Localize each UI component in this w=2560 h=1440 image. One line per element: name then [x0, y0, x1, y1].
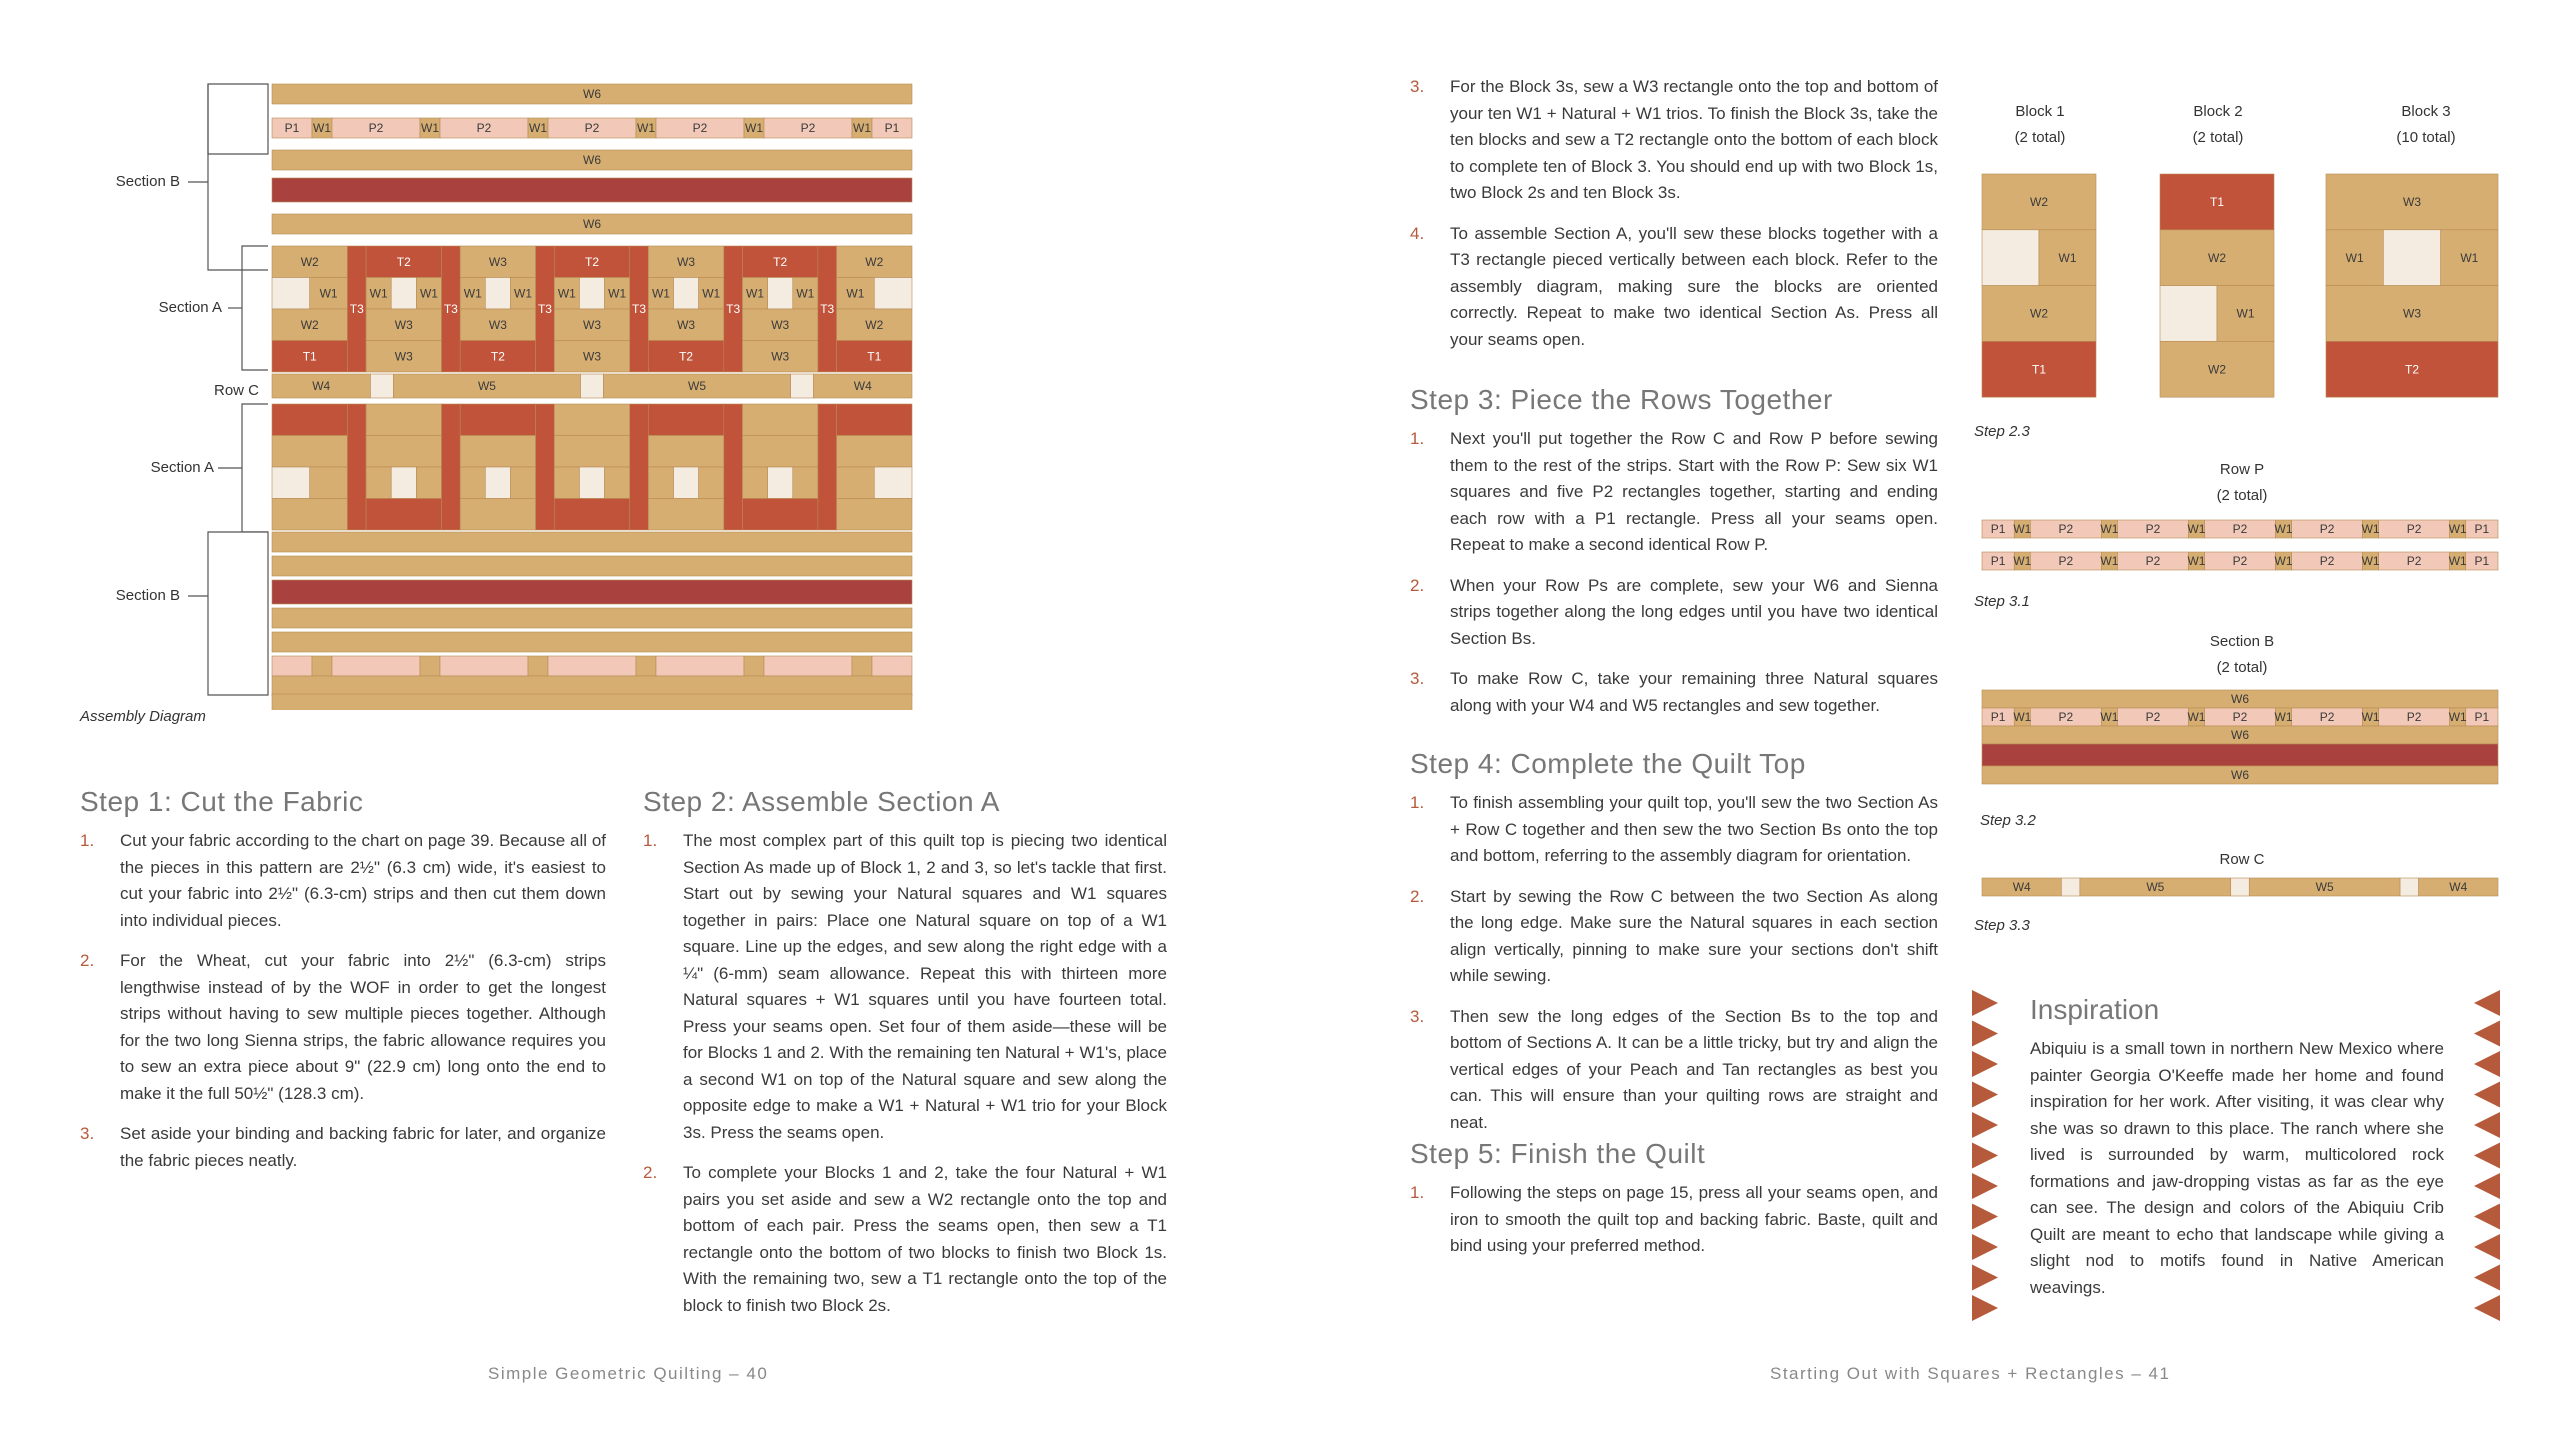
piece-label: W5 [477, 379, 496, 393]
step2-cont-list [1410, 74, 1938, 353]
triangle-motif [2474, 1265, 2500, 1291]
piece-label: W3 [583, 317, 601, 332]
label-section-b-bottom: Section B [115, 587, 180, 604]
step3-list [1410, 426, 1938, 719]
step2-heading: Step 2: Assemble Section A [643, 786, 1000, 817]
triangle-motif [2474, 1234, 2500, 1260]
triangle-motif [1972, 1173, 1998, 1199]
piece-label: P2 [2232, 522, 2248, 536]
piece-label: W4 [2449, 880, 2468, 894]
piece-label: W6 [2231, 692, 2249, 706]
piece-label: W3 [771, 349, 790, 364]
list-item: 1. Cut your fabric according to the chart on page 39. Because all of the pieces in this pattern are 2½" (6.3 cm) wide, it's easiest to cut your fabric into 2½" (6.3-cm) strips and then cut them down into individual pieces. [80, 831, 606, 930]
step31-caption: Step 3.1 [1974, 593, 2030, 610]
triangle-motif [1972, 1265, 1998, 1291]
piece-label: W1 [514, 286, 533, 301]
row-p-piece [872, 656, 912, 676]
piece-label: W4 [2012, 880, 2031, 894]
left-footer: Simple Geometric Quilting – 40 [488, 1364, 769, 1383]
piece-label: W3 [583, 349, 601, 364]
piece-label: W1 [463, 286, 482, 301]
piece-label: W3 [488, 317, 507, 332]
strip-piece [272, 532, 912, 552]
piece-label: W1 [2361, 710, 2380, 724]
row-c-piece [791, 374, 814, 398]
piece-label: P2 [2145, 710, 2161, 724]
piece-label: W1 [637, 121, 655, 135]
piece-label: W2 [300, 317, 319, 332]
block-piece [648, 404, 723, 436]
step4-heading: Step 4: Complete the Quilt Top [1410, 748, 1806, 779]
triangle-motif [1972, 1082, 1998, 1108]
piece-label: P1 [1990, 522, 2006, 536]
piece-label: W1 [419, 286, 438, 301]
block-piece [648, 499, 723, 531]
step-figures [1960, 90, 2520, 960]
row-c-piece [2231, 878, 2250, 896]
piece-label: W2 [2208, 362, 2226, 377]
piece-label: P2 [2232, 710, 2248, 724]
piece-label: W1 [2100, 522, 2119, 536]
list-item: 1. To finish assembling your quilt top, you'll sew the two Section As + Row C together and then sew the two Section Bs onto the top and bottom, referring to the assembly diagram for orientation. [1410, 793, 1938, 865]
piece-label: W1 [651, 286, 670, 301]
row-p-piece [312, 656, 332, 676]
block-piece [460, 467, 485, 499]
piece-label: W1 [608, 286, 627, 301]
piece-label: W1 [2274, 554, 2293, 568]
block-piece [554, 404, 629, 436]
step2-list [643, 828, 1167, 1319]
piece-label: W1 [2361, 522, 2380, 536]
piece-label: W3 [488, 254, 507, 269]
block-piece [605, 467, 630, 499]
list-item: 3. Then sew the long edges of the Section Bs to the top and bottom of Sections A. It can be a little tricky, but try and align the vertical edges of your Peach and Tan rectangles as best you can. This will ensure than your quilting rows are straight and neat. [1410, 1006, 1938, 1132]
piece-label: T2 [679, 349, 694, 364]
piece-label: W4 [853, 379, 872, 393]
list-item: 3. Set aside your binding and backing fabric for later, and organize the fabric pieces neatly. [80, 1124, 606, 1170]
block-piece [310, 467, 348, 499]
piece-label: T1 [2031, 362, 2047, 377]
block-piece [366, 467, 391, 499]
rowc-title: Row C [2219, 851, 2265, 868]
piece-label: W1 [2100, 554, 2119, 568]
piece-label: W1 [2448, 710, 2467, 724]
strip-piece [272, 556, 912, 576]
piece-label: T2 [773, 254, 788, 269]
piece-label: P2 [800, 121, 816, 135]
piece-label: W6 [583, 153, 601, 167]
piece-label: W2 [865, 317, 884, 332]
piece-label: W1 [319, 286, 338, 301]
piece-label: W5 [2146, 880, 2165, 894]
list-item: 2. When your Row Ps are complete, sew your W6 and Sienna strips together along the long edges until you have two identical Section Bs. [1410, 575, 1938, 648]
row-p-piece [744, 656, 764, 676]
triangle-motif [2474, 1112, 2500, 1138]
block-piece [742, 404, 817, 436]
step4-list [1410, 790, 1938, 1136]
piece-label: W1 [529, 121, 547, 135]
natural-square [768, 278, 793, 310]
block-piece [554, 499, 629, 531]
triangle-motif [2474, 1021, 2500, 1047]
piece-label: P2 [2319, 522, 2335, 536]
block-piece [272, 467, 310, 499]
block-piece [460, 404, 535, 436]
step1-heading: Step 1: Cut the Fabric [80, 786, 364, 817]
sienna-strip [272, 580, 912, 604]
label-row-c: Row C [213, 382, 259, 399]
label-section-a-bottom: Section A [150, 459, 214, 476]
triangle-motif [1972, 1295, 1998, 1321]
list-item: 3. To make Row C, take your remaining three Natural squares along with your W4 and W5 rectangles and sew together. [1410, 669, 1938, 715]
strip-piece [272, 608, 912, 628]
triangle-motif [2474, 1051, 2500, 1077]
list-item: 2. Start by sewing the Row C between the two Section As along the long edge. Make sure the Natural squares in each section align vertically, pinning to make sure your sections don't shift while sewing. [1410, 886, 1938, 985]
list-item: 2. To complete your Blocks 1 and 2, take the four Natural + W1 pairs you set aside and sew a W2 rectangle onto the top and bottom of each pair. Press the seams open, then sew a T1 rectangle onto the bottom of two blocks to finish two Block 1s. With the remaining two, sew a T1 rectangle onto the top of the block to finish two Block 2s. [643, 1163, 1167, 1315]
piece-label: W1 [2100, 710, 2119, 724]
t3-sash [442, 404, 461, 530]
triangle-motif [2474, 1204, 2500, 1230]
triangle-motif [1972, 1021, 1998, 1047]
block-piece [272, 499, 347, 531]
step33-caption: Step 3.3 [1974, 917, 2030, 934]
block3-title: Block 3 [2401, 103, 2451, 120]
step23-caption: Step 2.3 [1974, 423, 2030, 440]
step2-section [643, 786, 1167, 1333]
triangle-motif [1972, 1234, 1998, 1260]
piece-label: T3 [537, 302, 552, 316]
step3-heading: Step 3: Piece the Rows Together [1410, 384, 1833, 415]
row-p-piece [656, 656, 744, 676]
piece-label: P1 [2474, 554, 2490, 568]
piece-label: W1 [421, 121, 439, 135]
piece-label: W1 [853, 121, 871, 135]
piece-label: W3 [2403, 306, 2421, 321]
triangle-motif [2474, 990, 2500, 1016]
natural-square [272, 278, 310, 310]
right-footer: Starting Out with Squares + Rectangles – 41 [1770, 1364, 2171, 1383]
triangle-motif [1972, 1143, 1998, 1169]
triangle-motif [1972, 1112, 1998, 1138]
piece-label: P2 [692, 121, 708, 135]
natural-square [391, 467, 416, 499]
piece-label: W1 [2345, 250, 2364, 265]
piece-label: T3 [820, 302, 835, 316]
t3-sash [724, 404, 743, 530]
t3-sash [347, 404, 366, 530]
piece-label: W1 [2274, 710, 2293, 724]
block-piece [460, 436, 535, 468]
piece-label: W1 [2187, 554, 2206, 568]
piece-label: W6 [2231, 768, 2249, 782]
piece-label: P2 [2058, 554, 2074, 568]
secb-total: (2 total) [2216, 659, 2268, 676]
natural-square [1982, 230, 2039, 286]
piece-label: W2 [300, 254, 319, 269]
step5-heading: Step 5: Finish the Quilt [1410, 1138, 1706, 1169]
triangle-motif [1972, 990, 1998, 1016]
block-piece [366, 404, 441, 436]
row-p-piece [528, 656, 548, 676]
natural-square [2383, 230, 2440, 286]
natural-square [579, 467, 604, 499]
block3-total: (10 total) [2396, 129, 2456, 146]
step2-continued [1410, 74, 1938, 367]
piece-label: T2 [490, 349, 505, 364]
block-piece [416, 467, 441, 499]
list-item: 2. For the Wheat, cut your fabric into 2½" (6.3-cm) strips lengthwise instead of by the WOF in order to get the longest strips without having to sew multiple pieces together. Although for the two long Sienna strips, the fabric allowance requires you to sew an extra piece about 9" (22.9 cm) long onto the end to make it the full 50½" (128.3 cm). [80, 951, 606, 1103]
piece-label: W3 [394, 317, 413, 332]
sienna-strip [272, 178, 912, 202]
piece-label: W1 [313, 121, 331, 135]
inspiration-title: Inspiration [2030, 994, 2160, 1025]
triangle-motif [2474, 1173, 2500, 1199]
block-piece [460, 499, 535, 531]
step4-section [1410, 748, 1938, 1150]
block-piece [272, 436, 347, 468]
piece-label: W6 [583, 87, 601, 101]
piece-label: W3 [394, 349, 413, 364]
piece-label: W1 [2013, 710, 2032, 724]
triangle-motif [2474, 1295, 2500, 1321]
step32-caption: Step 3.2 [1980, 812, 2036, 829]
natural-square [485, 278, 510, 310]
list-item: 3. For the Block 3s, sew a W3 rectangle onto the top and bottom of your ten W1 + Natural + W1 trios. To finish the Block 3s, take the ten blocks and sew a T2 rectangle onto the bottom of each block to complete ten of Block 3. You should end up with two Block 1s, two Block 2s and ten Block 3s. [1410, 77, 1938, 202]
rowp-title: Row P [2219, 461, 2265, 478]
piece-label: P2 [2145, 554, 2161, 568]
list-item: 1. Next you'll put together the Row C and Row P before sewing them to the rest of the strips. Start with the Row P: Sew six W1 squares and five P2 rectangles together, starting and ending each row with a P1 rectangle. Press all your seams open. Repeat to make a second identical Row P. [1410, 429, 1938, 554]
t3-sash [536, 404, 555, 530]
row-p-piece [332, 656, 420, 676]
piece-label: W2 [2030, 306, 2048, 321]
piece-label: W1 [2013, 554, 2032, 568]
list-item: 4. To assemble Section A, you'll sew these blocks together with a T3 rectangle pieced vertically between each block. Refer to the assembly diagram, making sure the blocks are oriented correctly. Repeat to make two identical Section As. Press all your seams open. [1410, 223, 1938, 349]
piece-label: T2 [2404, 362, 2420, 377]
triangle-motif [2474, 1143, 2500, 1169]
step1-section [80, 786, 606, 1188]
piece-label: T3 [349, 302, 364, 316]
block-piece [837, 467, 875, 499]
natural-square [579, 278, 604, 310]
piece-label: W1 [2361, 554, 2380, 568]
row-p-piece [852, 656, 872, 676]
block-piece [272, 404, 347, 436]
piece-label: W3 [677, 254, 696, 269]
piece-label: W1 [745, 121, 763, 135]
piece-label: P2 [2058, 710, 2074, 724]
label-section-a-top: Section A [158, 299, 222, 316]
piece-label: P1 [1990, 710, 2006, 724]
secb-title: Section B [2209, 633, 2275, 650]
block-piece [837, 499, 912, 531]
piece-label: W1 [796, 286, 815, 301]
row-p-piece [420, 656, 440, 676]
piece-label: W1 [2448, 554, 2467, 568]
block-piece [648, 467, 673, 499]
block-piece [874, 467, 912, 499]
piece-label: W5 [688, 379, 707, 393]
piece-label: W1 [2013, 522, 2032, 536]
step5-list [1410, 1180, 1938, 1260]
piece-label: P1 [284, 121, 300, 135]
piece-label: W5 [2315, 880, 2334, 894]
piece-label: W1 [746, 286, 765, 301]
block-piece [554, 436, 629, 468]
piece-label: P2 [368, 121, 384, 135]
piece-label: W1 [2236, 306, 2255, 321]
natural-square [485, 467, 510, 499]
step3-section [1410, 384, 1938, 733]
block-piece [510, 467, 535, 499]
block-piece [837, 404, 912, 436]
strip-piece [272, 694, 912, 710]
inspiration-box [1968, 986, 2504, 1326]
piece-label: P2 [2145, 522, 2161, 536]
row-c-piece [581, 374, 604, 398]
piece-label: W6 [583, 217, 601, 231]
piece-label: W1 [2448, 522, 2467, 536]
natural-square [674, 278, 699, 310]
block2-title: Block 2 [2193, 103, 2243, 120]
assembly-caption: Assembly Diagram [80, 708, 206, 725]
piece-label: P1 [884, 121, 900, 135]
row-p-piece [548, 656, 636, 676]
piece-label: P2 [2058, 522, 2074, 536]
piece-label: W1 [2274, 522, 2293, 536]
inspiration-text: Abiquiu is a small town in northern New Mexico where painter Georgia O'Keeffe made her home and found inspiration for her work. After visiting, it was clear why she was so drawn to this place. The ranch where she lived is surrounded by warm, multicolored rock formations and jaw-dropping vistas as far as the eye can see. The design and colors of the Abiquiu Crib Quilt are meant to echo that landscape while giving a slight nod to motifs found in Native American weavings. [2030, 1039, 2444, 1297]
block2-total: (2 total) [2192, 129, 2244, 146]
assembly-diagram [60, 70, 1110, 710]
step1-list [80, 828, 606, 1174]
block-piece [742, 467, 767, 499]
piece-label: T3 [726, 302, 741, 316]
piece-label: P1 [2474, 710, 2490, 724]
triangle-border-right [2464, 986, 2504, 1326]
piece-label: P2 [2319, 710, 2335, 724]
sienna-strip [1982, 744, 2498, 766]
piece-label: P2 [2319, 554, 2335, 568]
piece-label: P1 [1990, 554, 2006, 568]
piece-label: T1 [867, 349, 882, 364]
piece-label: W1 [702, 286, 721, 301]
triangle-motif [1972, 1204, 1998, 1230]
piece-label: W1 [557, 286, 576, 301]
piece-label: T1 [302, 349, 317, 364]
rowp-total: (2 total) [2216, 487, 2268, 504]
t3-sash [630, 404, 649, 530]
list-item: 1. Following the steps on page 15, press all your seams open, and iron to smooth the quilt top and backing fabric. Baste, quilt and bind using your preferred method. [1410, 1183, 1938, 1255]
strip-piece [272, 676, 912, 696]
block-piece [554, 467, 579, 499]
piece-label: P2 [2406, 554, 2422, 568]
piece-label: P2 [584, 121, 600, 135]
row-p-piece [636, 656, 656, 676]
piece-label: P1 [2474, 522, 2490, 536]
piece-label: P2 [2406, 710, 2422, 724]
step5-section [1410, 1138, 1938, 1274]
triangle-border-left [1968, 986, 2008, 1326]
natural-square [2160, 286, 2217, 342]
piece-label: T3 [443, 302, 458, 316]
triangle-motif [2474, 1082, 2500, 1108]
piece-label: W3 [677, 317, 696, 332]
piece-label: W1 [2187, 522, 2206, 536]
natural-square [874, 278, 912, 310]
piece-label: T2 [584, 254, 600, 269]
block-piece [648, 436, 723, 468]
row-c-piece [2400, 878, 2419, 896]
piece-label: W1 [2187, 710, 2206, 724]
triangle-motif [1972, 1051, 1998, 1077]
row-p-piece [440, 656, 528, 676]
row-c-piece [2061, 878, 2080, 896]
row-c-piece [370, 374, 393, 398]
piece-label: T2 [396, 254, 411, 269]
piece-label: W2 [2030, 195, 2048, 210]
piece-label: W2 [2208, 250, 2226, 265]
piece-label: P2 [2406, 522, 2422, 536]
strip-piece [272, 632, 912, 652]
t3-sash [818, 404, 837, 530]
list-item: 1. The most complex part of this quilt top is piecing two identical Section As made up of Block 1, 2 and 3, so let's tackle that first. Start out by sewing your Natural squares and W1 squares together in pairs: Place one Natural square on top of a W1 square. Line up the edges, and sew along the right edge with a ¼" (6-mm) seam allowance. Repeat this with thirteen more Natural squares + W1 squares until you have fourteen total. Press your seams open. Set four of them aside—these will be for Blocks 1 and 2. With the remaining ten Natural + W1's, place a second W1 on top of the Natural square and sew along the opposite edge to make a W1 + Natural + W1 trio for your Block 3s. Press the seams open. [643, 831, 1167, 1142]
block-piece [699, 467, 724, 499]
natural-square [768, 467, 793, 499]
piece-label: W3 [2403, 195, 2421, 210]
piece-label: W1 [2058, 250, 2077, 265]
natural-square [674, 467, 699, 499]
block-piece [366, 499, 441, 531]
block1-title: Block 1 [2015, 103, 2065, 120]
piece-label: P2 [2232, 554, 2248, 568]
block-piece [742, 499, 817, 531]
block-piece [366, 436, 441, 468]
piece-label: W6 [2231, 728, 2249, 742]
piece-label: W1 [2460, 250, 2479, 265]
piece-label: W1 [846, 286, 865, 301]
piece-label: W1 [369, 286, 388, 301]
piece-label: P2 [476, 121, 492, 135]
piece-label: W4 [312, 379, 331, 393]
piece-label: W2 [865, 254, 884, 269]
natural-square [391, 278, 416, 310]
block1-total: (2 total) [2014, 129, 2066, 146]
block-piece [837, 436, 912, 468]
row-p-piece [272, 656, 312, 676]
piece-label: T1 [2209, 195, 2225, 210]
row-p-piece [764, 656, 852, 676]
piece-label: W3 [771, 317, 790, 332]
piece-label: T3 [632, 302, 647, 316]
assembly-diagram-pieces [272, 84, 912, 710]
label-section-b-top: Section B [115, 173, 180, 190]
block-piece [793, 467, 818, 499]
block-piece [742, 436, 817, 468]
